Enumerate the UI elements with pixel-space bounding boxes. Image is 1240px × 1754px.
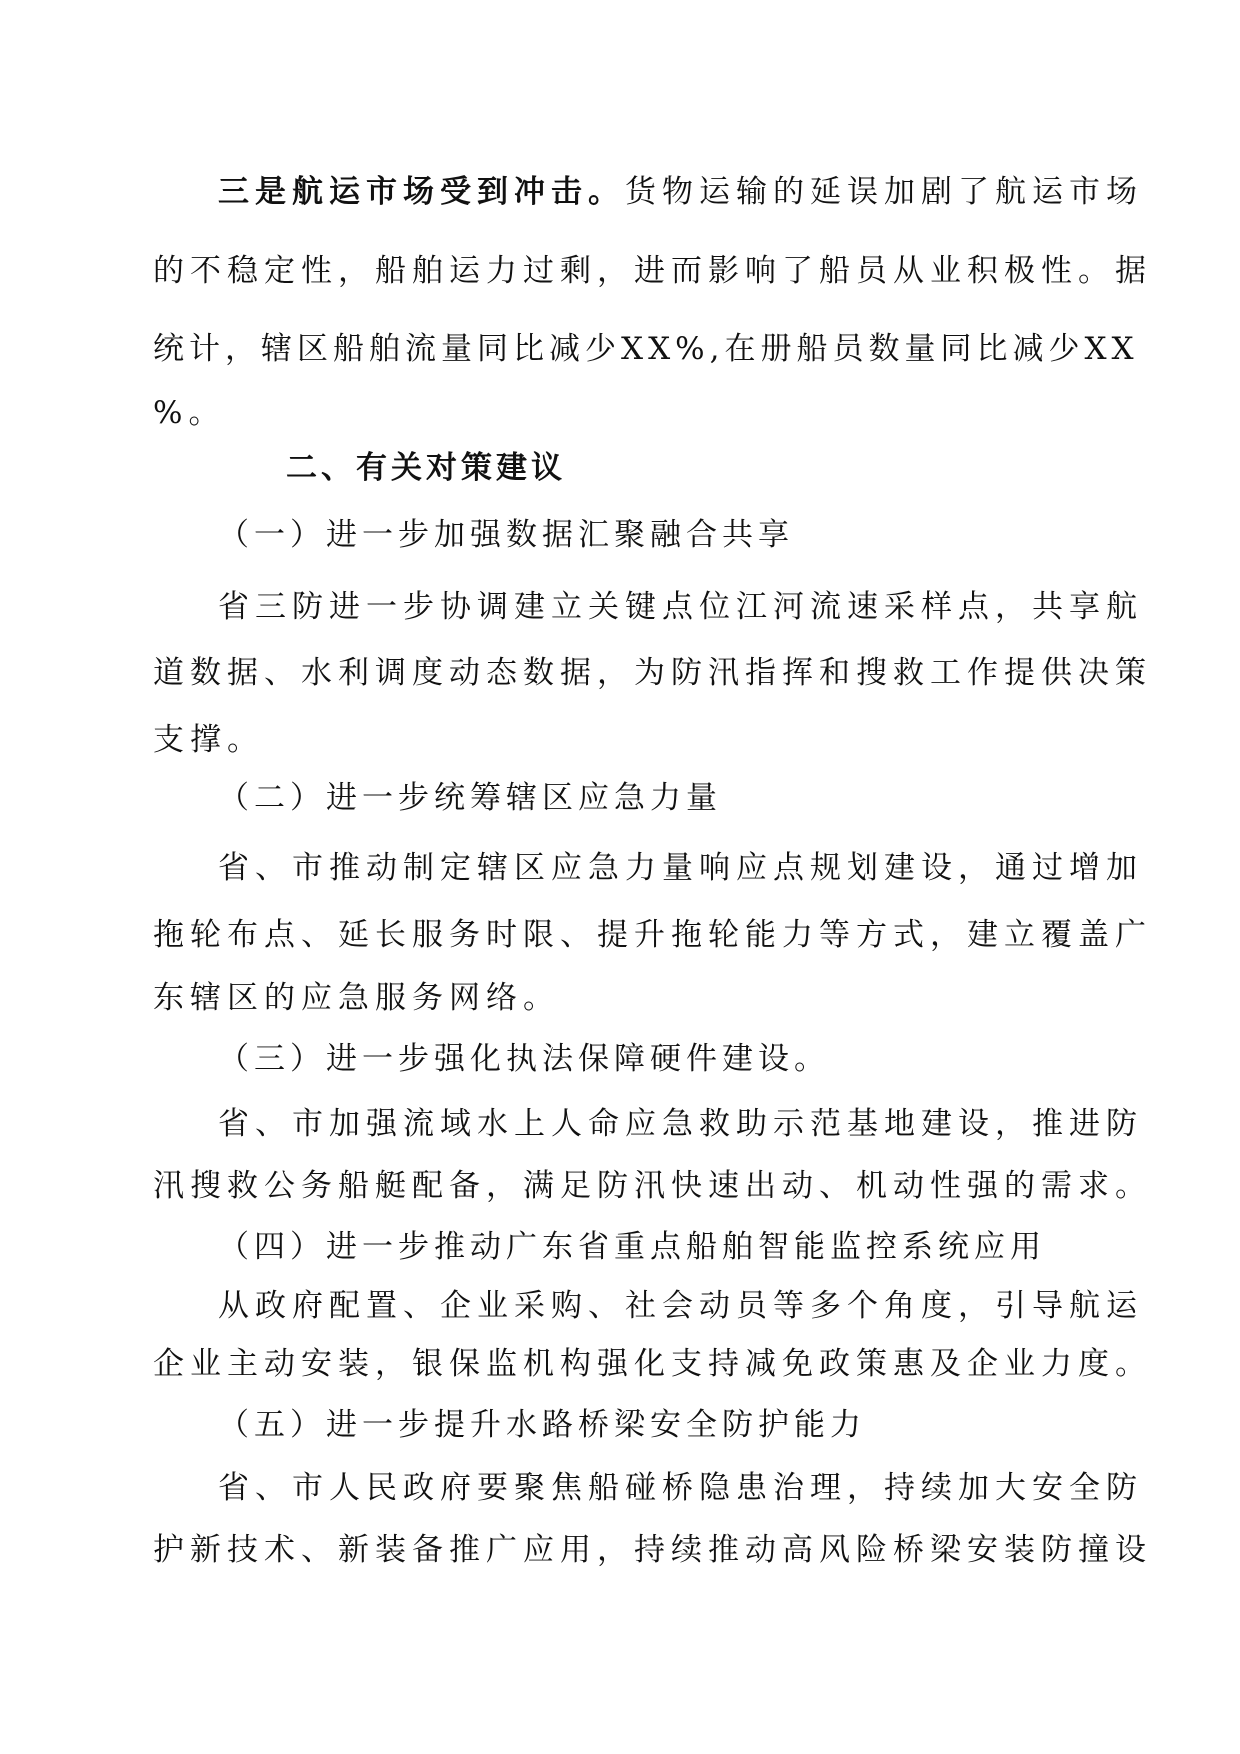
paragraph-line: 护新技术、新装备推广应用，持续推动高风险桥梁安装防撞设: [153, 1532, 1152, 1568]
paragraph-line: 汛搜救公务船艇配备，满足防汛快速出动、机动性强的需求。: [153, 1168, 1152, 1204]
paragraph-line: 的不稳定性，船舶运力过剩，进而影响了船员从业积极性。据: [153, 253, 1152, 289]
subsection-title: （四）进一步推动广东省重点船舶智能监控系统应用: [218, 1229, 1046, 1265]
paragraph-lead-bold: 三是航运市场受到冲击。: [218, 174, 625, 210]
paragraph-line: 从政府配置、企业采购、社会动员等多个角度，引导航运: [218, 1288, 1143, 1324]
paragraph-line: 支撑。: [153, 722, 264, 758]
paragraph-line: 道数据、水利调度动态数据，为防汛指挥和搜救工作提供决策: [153, 655, 1152, 691]
paragraph-line: 统计，辖区船舶流量同比减少XX%,在册船员数量同比减少XX: [153, 331, 1139, 367]
subsection-title: （一）进一步加强数据汇聚融合共享: [218, 517, 794, 553]
paragraph-line: 省、市人民政府要聚焦船碰桥隐患治理，持续加大安全防: [218, 1470, 1143, 1506]
subsection-title: （五）进一步提升水路桥梁安全防护能力: [218, 1407, 866, 1443]
subsection-title: （三）进一步强化执法保障硬件建设。: [218, 1041, 830, 1077]
paragraph-text: 货物运输的延误加剧了航运市场: [625, 174, 1143, 210]
paragraph-line: %。: [153, 395, 226, 431]
section-title: 二、有关对策建议: [286, 450, 566, 486]
paragraph-line: 东辖区的应急服务网络。: [153, 980, 560, 1016]
paragraph-line: [218, 172, 1143, 212]
paragraph-line: 企业主动安装，银保监机构强化支持减免政策惠及企业力度。: [153, 1346, 1152, 1382]
paragraph-line: 拖轮布点、延长服务时限、提升拖轮能力等方式，建立覆盖广: [153, 917, 1152, 953]
paragraph-line: 省、市加强流域水上人命应急救助示范基地建设，推进防: [218, 1106, 1143, 1142]
paragraph-line: 省、市推动制定辖区应急力量响应点规划建设，通过增加: [218, 850, 1143, 886]
paragraph-line: 省三防进一步协调建立关键点位江河流速采样点，共享航: [218, 589, 1143, 625]
subsection-title: （二）进一步统筹辖区应急力量: [218, 780, 722, 816]
